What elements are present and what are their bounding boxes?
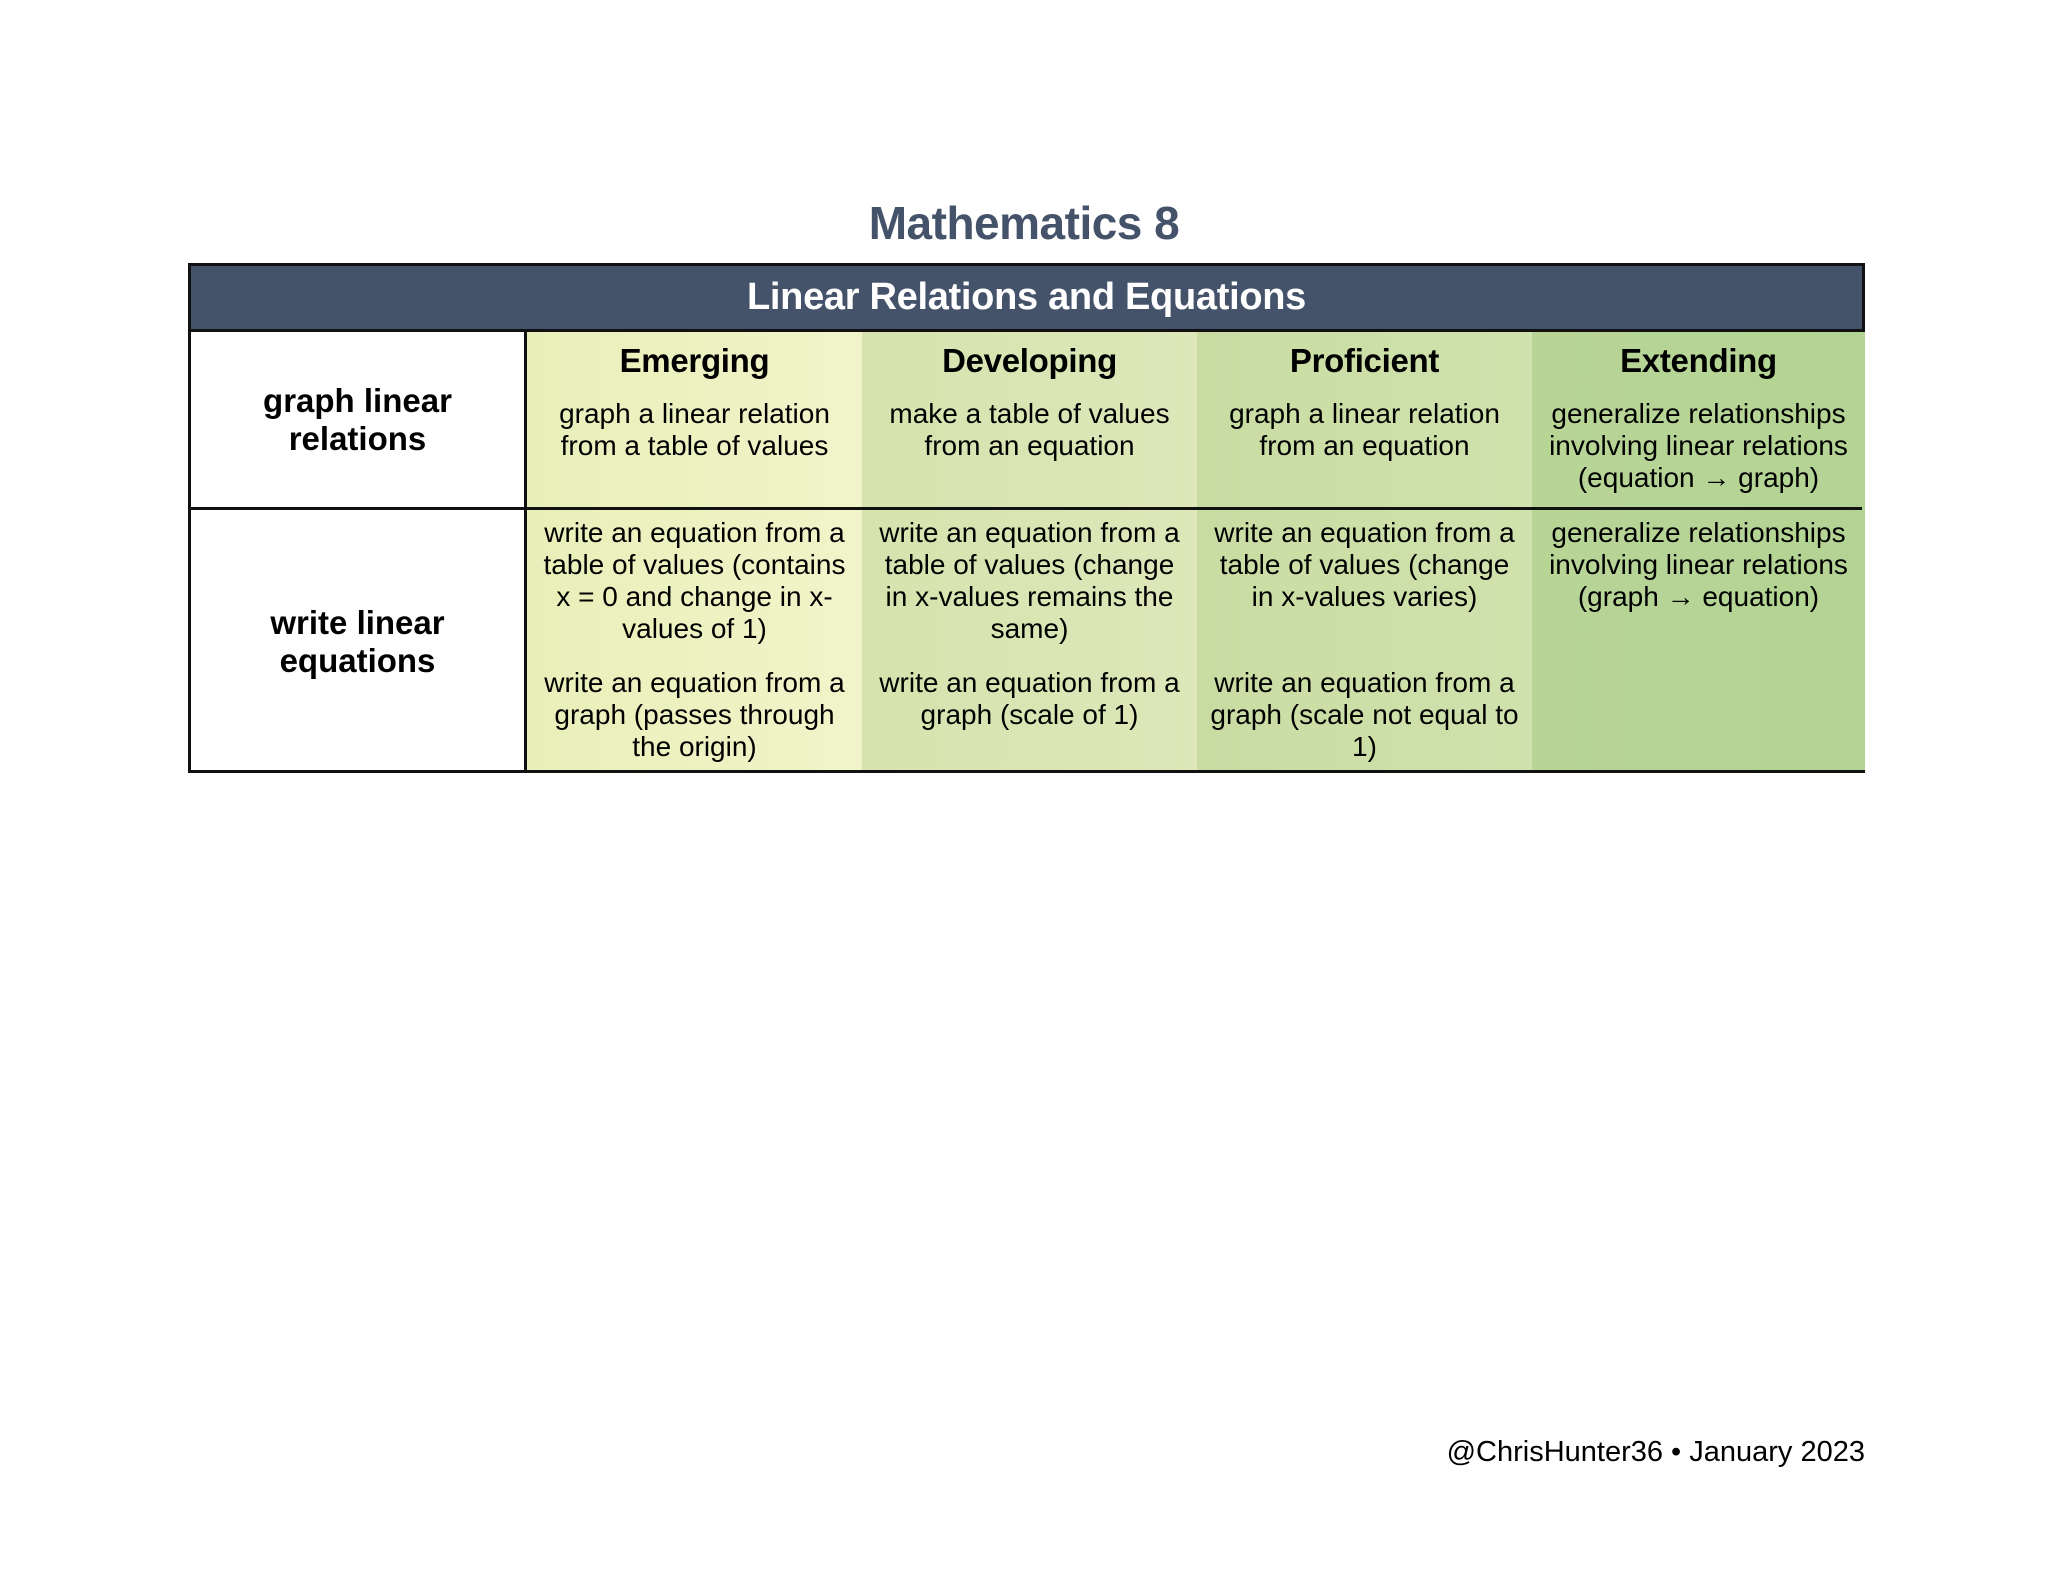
cell-write-developing-table: write an equation from a table of values (change in x-values remains the same): [879, 517, 1180, 644]
cell-write-developing-graph: write an equation from a graph (scale of 1): [879, 667, 1180, 730]
cell-write-extending: generalize relationships involving linear relations (graph → equation): [1549, 517, 1848, 612]
header-divider: [191, 329, 1862, 332]
cell-graph-emerging: graph a linear relation from a table of values: [559, 398, 830, 461]
skill-label-graph: graph linear relations: [263, 381, 452, 457]
level-heading-emerging: Emerging: [619, 342, 770, 379]
skill-label-write: write linear equations: [270, 603, 445, 679]
page-title: Mathematics 8: [868, 197, 1180, 249]
cell-write-proficient-table: write an equation from a table of values (change in x-values varies): [1214, 517, 1515, 612]
cell-write-emerging-table: write an equation from a table of values (contains x = 0 and change in x-values of 1): [543, 517, 846, 644]
cell-graph-proficient: graph a linear relation from an equation: [1229, 398, 1500, 461]
level-column-developing: [862, 332, 1197, 770]
level-column-proficient: [1197, 332, 1532, 770]
cell-write-emerging-graph: write an equation from a graph (passes through the origin): [544, 667, 845, 762]
level-heading-proficient: Proficient: [1289, 342, 1440, 379]
level-heading-developing: Developing: [942, 342, 1117, 379]
cell-write-proficient-graph: write an equation from a graph (scale not equal to 1): [1210, 667, 1519, 762]
footer-credit: @ChrisHunter36 • January 2023: [1446, 1436, 1865, 1468]
level-column-extending: [1532, 332, 1865, 770]
row-divider: [191, 507, 1862, 510]
level-heading-extending: Extending: [1620, 342, 1777, 379]
cell-graph-developing: make a table of values from an equation: [889, 398, 1170, 461]
level-column-emerging: [527, 332, 862, 770]
rubric-banner: Linear Relations and Equations: [191, 266, 1862, 329]
label-column-divider: [524, 329, 527, 770]
rubric-table: [188, 263, 1865, 773]
cell-graph-extending: generalize relationships involving linear relations (equation → graph): [1549, 398, 1848, 493]
